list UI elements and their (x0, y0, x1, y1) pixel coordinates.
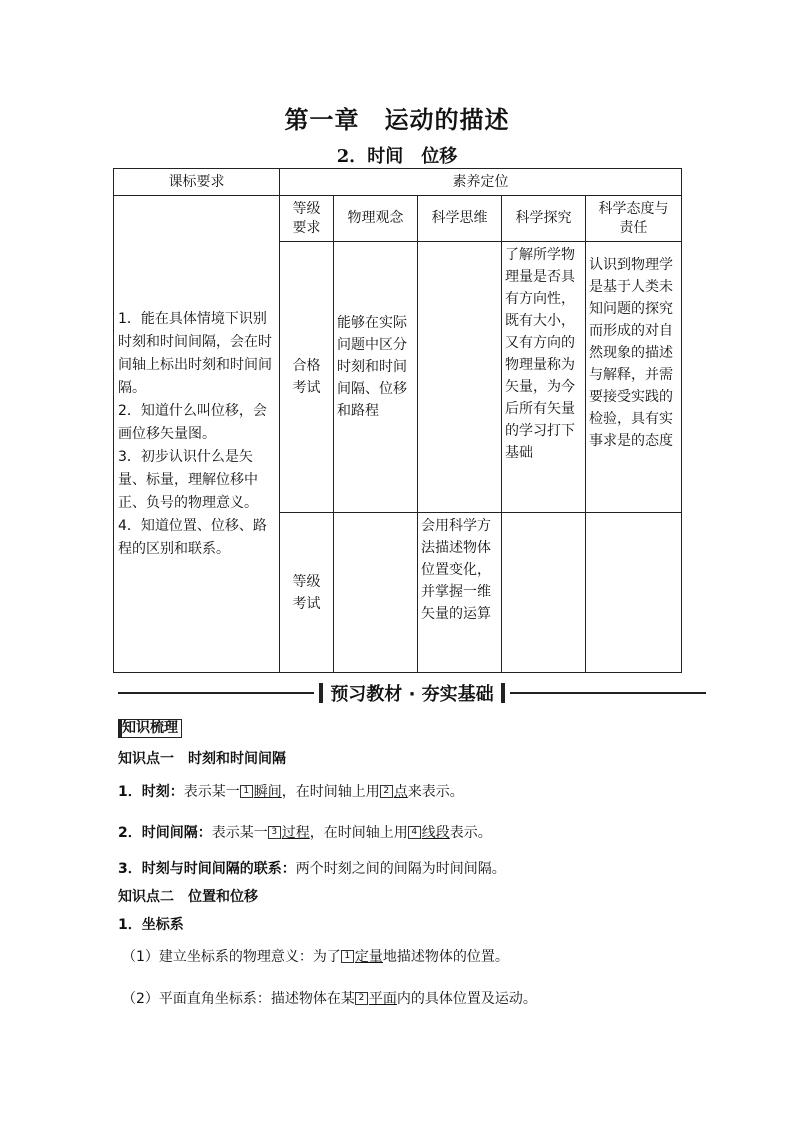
term-label: 2．时间间隔： (118, 825, 212, 841)
row-pass-concept: 能够在实际问题中区分时刻和时间间隔、位移和路程 (334, 242, 418, 513)
banner-bar-right (501, 683, 505, 703)
subheader-concept: 物理观念 (334, 196, 418, 242)
blank-number: 1 (240, 785, 253, 798)
row-pass-level: 合格 考试 (280, 242, 334, 513)
subheader-inquiry: 科学探究 (502, 196, 586, 242)
text: ，在时间轴上用 (309, 825, 408, 841)
text: 地描述物体的位置。 (382, 949, 509, 965)
answer: 点 (393, 784, 408, 800)
blank-number: 3 (268, 826, 281, 839)
kp2-title: 知识点二 位置和位移 (118, 889, 258, 905)
subheader-thinking: 科学思维 (418, 196, 502, 242)
text: ，在时间轴上用 (281, 784, 380, 800)
term-label: 3．时刻与时间间隔的联系： (118, 861, 296, 877)
knowledge-tag (118, 719, 182, 738)
section-title: 2．时间 位移 (336, 146, 458, 167)
kp2-line2 (122, 946, 509, 966)
row-pass-inquiry: 了解所学物理量是否具有方向性，既有大小，又有方向的物理量称为矢量，为今后所有矢量的学习打下基础 (502, 242, 586, 513)
kp1-line2 (118, 822, 492, 842)
kp1-title: 知识点一 时刻和时间间隔 (118, 751, 286, 767)
text: 表示某一 (183, 784, 240, 800)
banner-bar-left (319, 683, 323, 703)
text: 两个时刻之间的间隔为时间间隔。 (295, 861, 506, 877)
text: （2）平面直角坐标系：描述物体在某 (122, 991, 355, 1007)
blank-number: 4 (408, 826, 421, 839)
text: 来表示。 (407, 784, 464, 800)
text: 内的具体位置及运动。 (396, 991, 537, 1007)
curriculum-table (113, 168, 682, 673)
row-grade-attitude (586, 513, 682, 673)
subheader-level: 等级 要求 (280, 196, 334, 242)
banner-rule-right (510, 692, 706, 694)
kp2-line3 (122, 988, 537, 1008)
text: （1）建立坐标系的物理意义：为了 (122, 949, 341, 965)
section-banner (118, 680, 706, 706)
blank-number: 1 (341, 950, 354, 963)
kp1-line1 (118, 781, 464, 801)
kp1-line3 (118, 858, 506, 878)
row-pass-attitude: 认识到物理学是基于人类未知问题的探究而形成的对自然现象的描述与解释，并需要接受实践的检验，具有实事求是的态度 (586, 242, 682, 513)
banner-rule-left (118, 692, 314, 694)
row-grade-level: 等级 考试 (280, 513, 334, 673)
row-grade-inquiry (502, 513, 586, 673)
row-grade-thinking: 会用科学方法描述物体位置变化，并掌握一维矢量的运算 (418, 513, 502, 673)
answer: 过程 (281, 825, 310, 841)
text: 表示。 (449, 825, 492, 841)
header-standards: 课标要求 (114, 169, 280, 196)
text: 表示某一 (211, 825, 268, 841)
blank-number: 2 (355, 992, 368, 1005)
standards-cell: 1．能在具体情境下识别时刻和时间间隔，会在时间轴上标出时刻和时间间隔。 2．知道什么叫位移，会画位移矢量图。 3．初步认识什么是矢量、标量，理解位移中正、负号的物理意义。 4．知道位置、位移、路程的区别和联系。 (114, 196, 280, 673)
kp2-line1: 1．坐标系 (118, 917, 184, 933)
answer: 线段 (421, 825, 450, 841)
row-grade-concept (334, 513, 418, 673)
answer: 定量 (354, 949, 383, 965)
answer: 瞬间 (253, 784, 282, 800)
subheader-attitude: 科学态度与 责任 (586, 196, 682, 242)
answer: 平面 (368, 991, 397, 1007)
blank-number: 2 (380, 785, 393, 798)
knowledge-tag-label: 知识梳理 (122, 720, 178, 736)
row-pass-thinking (418, 242, 502, 513)
header-literacy: 素养定位 (280, 169, 682, 196)
term-label: 1．时刻： (118, 784, 184, 800)
banner-title: 预习教材 · 夯实基础 (330, 684, 494, 705)
chapter-title: 第一章 运动的描述 (284, 105, 510, 134)
